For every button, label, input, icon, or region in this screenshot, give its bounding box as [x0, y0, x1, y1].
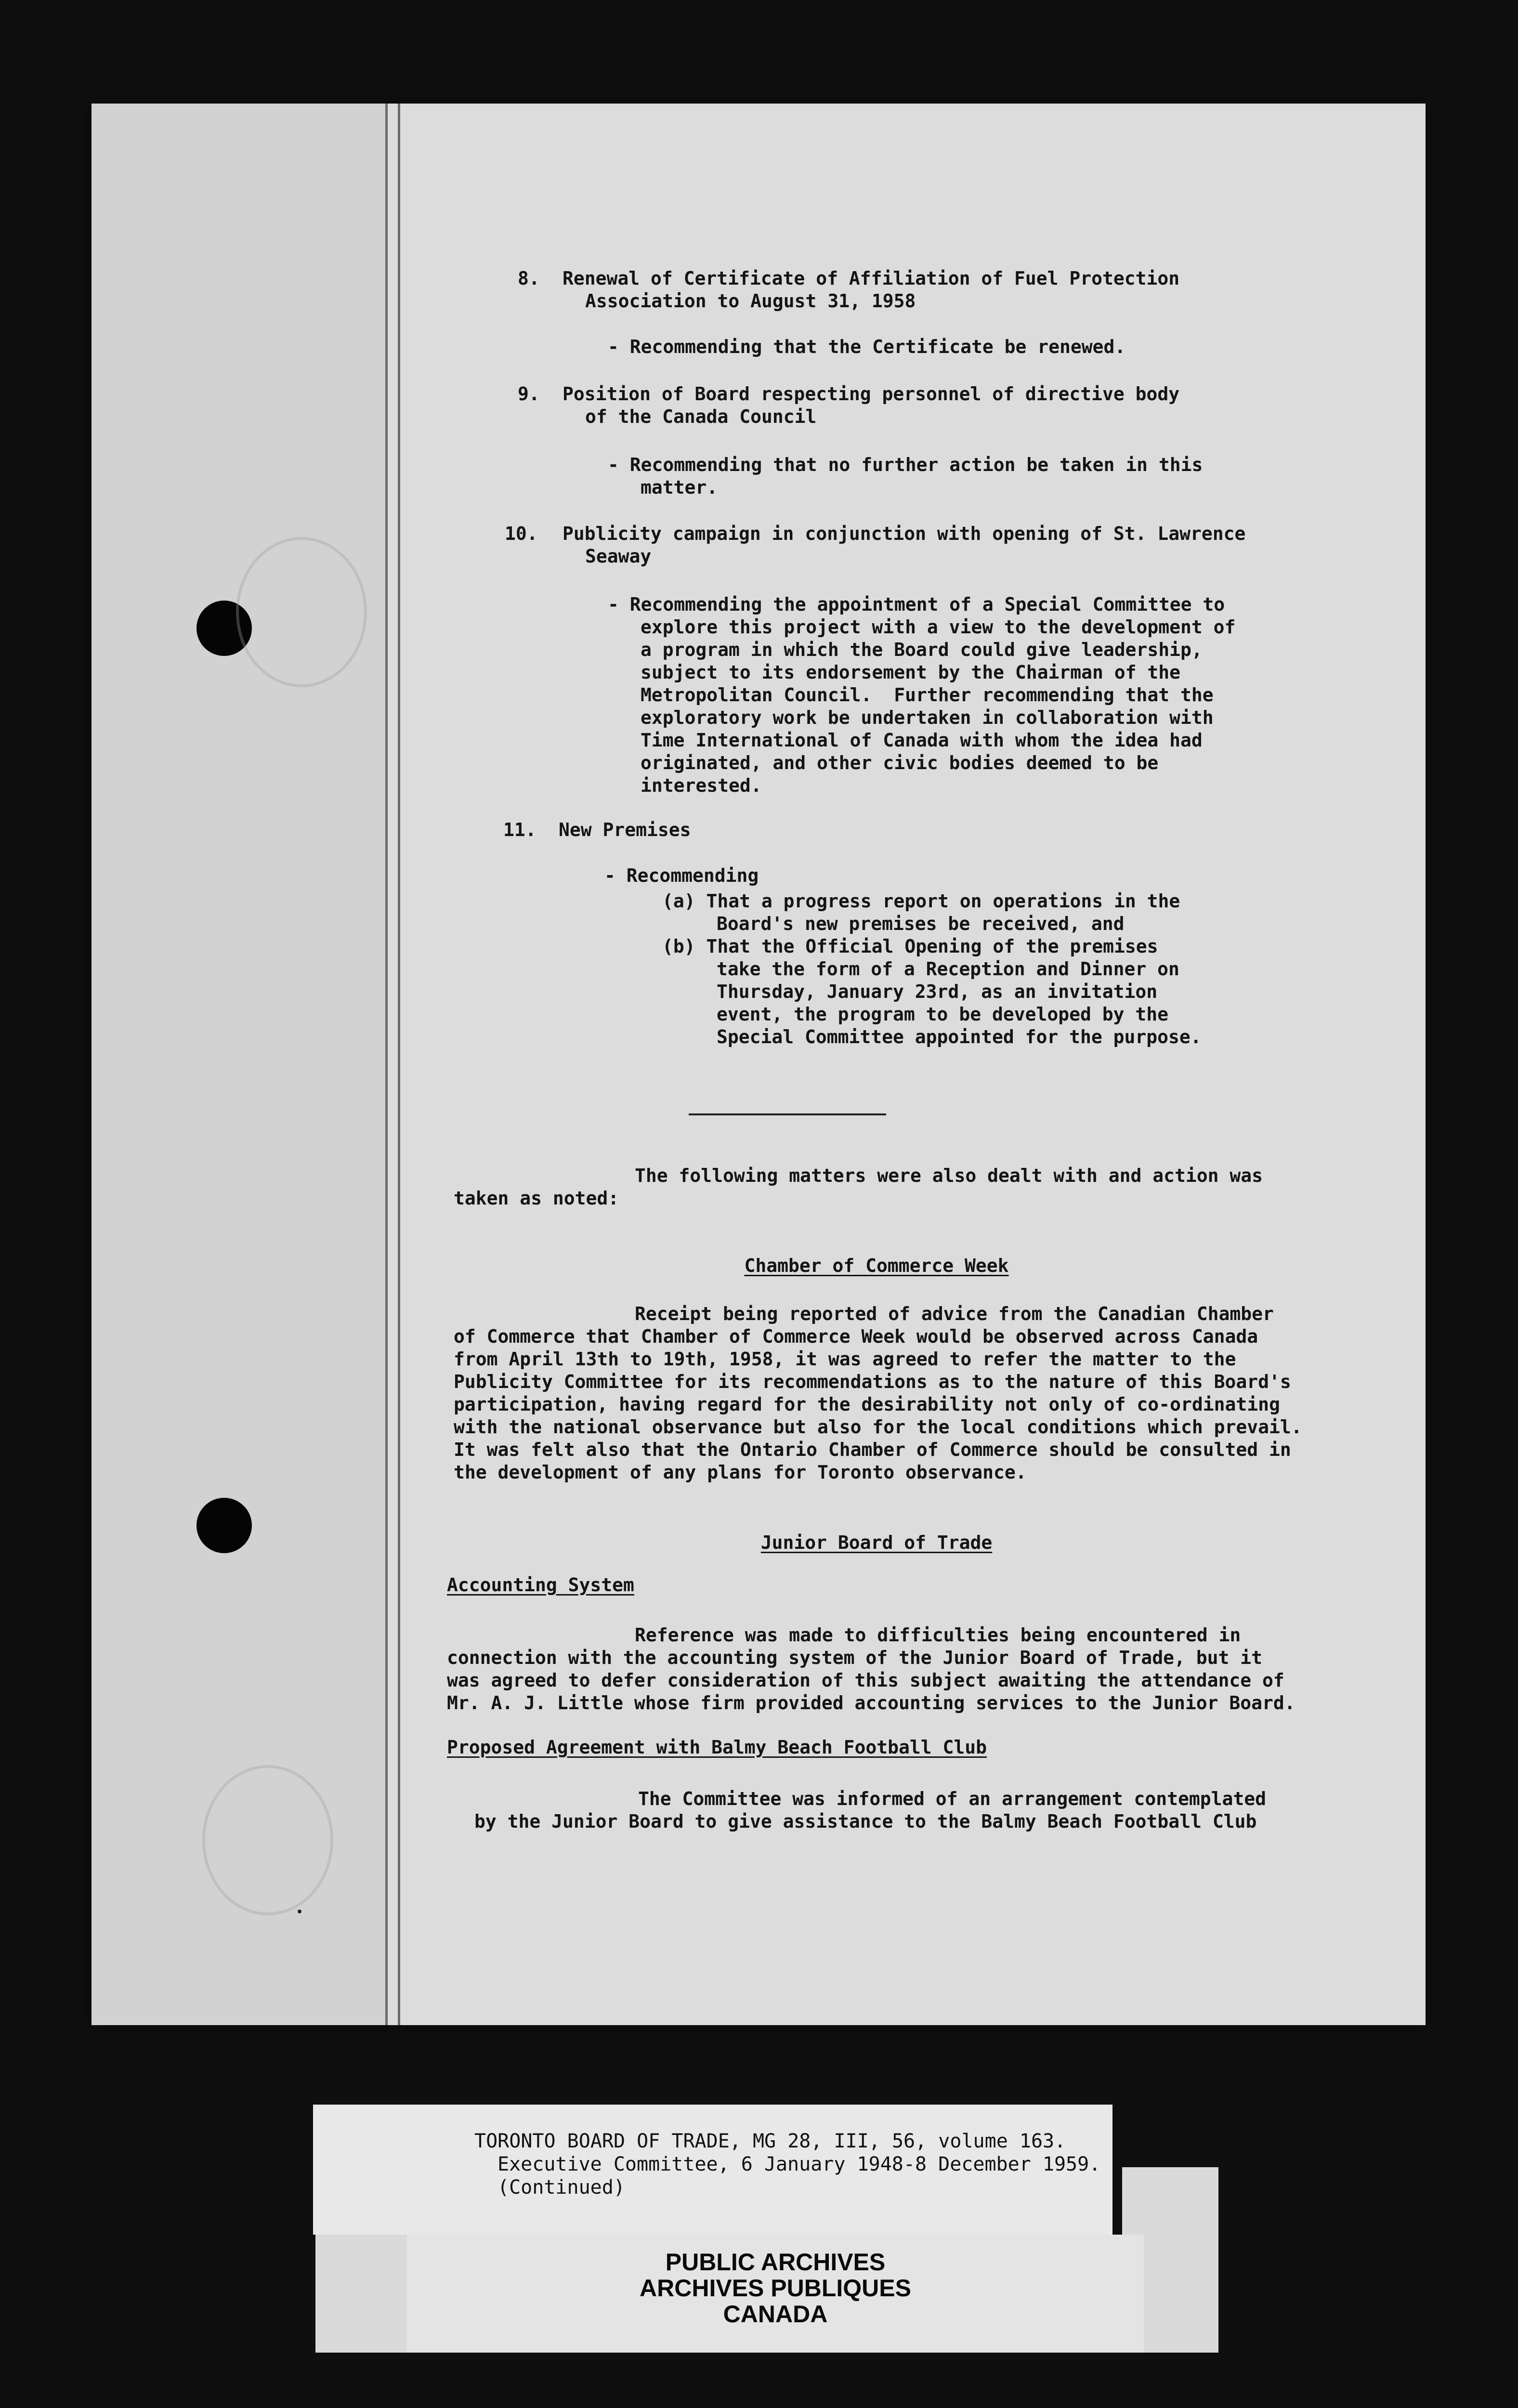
paragraph-line: from April 13th to 19th, 1958, it was agreed to refer the matter to the: [454, 1348, 1236, 1370]
item-title-line: Renewal of Certificate of Affiliation of Fuel Protection: [563, 268, 1180, 289]
recommendation-line: subject to its endorsement by the Chairman of the: [641, 662, 1181, 683]
item-number: 11.: [503, 819, 537, 840]
archive-stamp-line: CANADA: [723, 2301, 828, 2328]
recommendation-line: - Recommending that no further action be taken in this: [608, 454, 1203, 475]
paragraph-line: connection with the accounting system of the Junior Board of Trade, but it: [447, 1647, 1262, 1668]
archive-stamp: [530, 2249, 1021, 2327]
recommendation-line: Metropolitan Council. Further recommending that the: [641, 684, 1214, 706]
recommendation-line: originated, and other civic bodies deemed to be: [641, 752, 1159, 773]
item-number: 8.: [518, 268, 540, 289]
section-separator: [689, 1113, 886, 1115]
item-number: 10.: [505, 523, 538, 544]
subsection-heading: Proposed Agreement with Balmy Beach Football Club: [447, 1737, 987, 1758]
item-number: 9.: [518, 383, 540, 405]
sub-item-line: Special Committee appointed for the purpose.: [717, 1026, 1202, 1047]
sub-item-line: (b) That the Official Opening of the premises: [662, 936, 1158, 957]
paragraph-line: The Committee was informed of an arrangement contemplated: [638, 1788, 1267, 1809]
subsection-heading: Accounting System: [447, 1574, 634, 1596]
recommendation-line: - Recommending: [604, 865, 759, 886]
item-title-line: Position of Board respecting personnel of directive body: [563, 383, 1180, 405]
recommendation-line: interested.: [641, 775, 762, 796]
margin-rule: [385, 104, 388, 2025]
recommendation-line: - Recommending that the Certificate be renewed.: [608, 336, 1126, 357]
archive-stamp-line: ARCHIVES PUBLIQUES: [640, 2275, 911, 2302]
archive-label-line: TORONTO BOARD OF TRADE, MG 28, III, 56, volume 163.: [474, 2130, 1066, 2152]
item-title-line: Publicity campaign in conjunction with opening of St. Lawrence: [563, 523, 1246, 544]
paragraph-line: Mr. A. J. Little whose firm provided accounting services to the Junior Board.: [447, 1692, 1296, 1714]
archive-stamp-line: PUBLIC ARCHIVES: [665, 2249, 886, 2276]
archive-label-line: (Continued): [497, 2176, 625, 2199]
sub-item-line: Thursday, January 23rd, as an invitation: [717, 981, 1158, 1002]
intro-line: taken as noted:: [454, 1188, 619, 1209]
paragraph-line: was agreed to defer consideration of this subject awaiting the attendance of: [447, 1670, 1284, 1691]
recommendation-line: a program in which the Board could give leadership,: [641, 639, 1203, 660]
speck: [298, 1910, 301, 1913]
sub-item-line: take the form of a Reception and Dinner on: [717, 958, 1179, 980]
item-title-line: Association to August 31, 1958: [585, 290, 916, 312]
sub-item-line: (a) That a progress report on operations in the: [662, 890, 1180, 912]
paragraph-line: by the Junior Board to give assistance to the Balmy Beach Football Club: [474, 1811, 1257, 1832]
section-heading: Junior Board of Trade: [760, 1532, 993, 1553]
margin-rule: [398, 104, 400, 2025]
binding-margin: [92, 104, 385, 2025]
item-title-line: of the Canada Council: [585, 406, 817, 427]
recommendation-line: exploratory work be undertaken in collaboration with: [641, 707, 1214, 728]
paragraph-line: participation, having regard for the desirability not only of co-ordinating: [454, 1394, 1280, 1415]
recommendation-line: Time International of Canada with whom the idea had: [641, 730, 1203, 751]
item-title-line: Seaway: [585, 546, 652, 567]
intro-line: The following matters were also dealt with and action was: [635, 1165, 1263, 1186]
paragraph-line: of Commerce that Chamber of Commerce Week would be observed across Canada: [454, 1326, 1258, 1347]
recommendation-line: explore this project with a view to the development of: [641, 616, 1236, 638]
archive-reference-label: [474, 2130, 1139, 2199]
section-heading: Chamber of Commerce Week: [744, 1255, 1009, 1276]
punch-hole: [196, 1498, 252, 1553]
paragraph-line: Receipt being reported of advice from the Canadian Chamber: [635, 1303, 1274, 1324]
archive-label-line: Executive Committee, 6 January 1948-8 December 1959.: [497, 2153, 1101, 2175]
sub-item-line: event, the program to be developed by the: [717, 1004, 1168, 1025]
item-title-line: New Premises: [559, 819, 691, 840]
faded-stamp: [202, 1765, 333, 1915]
paragraph-line: Reference was made to difficulties being encountered in: [635, 1624, 1241, 1646]
recommendation-line: matter.: [641, 477, 718, 498]
faded-stamp: [236, 537, 367, 687]
paragraph-line: It was felt also that the Ontario Chamber of Commerce should be consulted in: [454, 1439, 1291, 1460]
sub-item-line: Board's new premises be received, and: [717, 913, 1125, 934]
paragraph-line: Publicity Committee for its recommendations as to the nature of this Board's: [454, 1371, 1291, 1392]
paragraph-line: the development of any plans for Toronto observance.: [454, 1462, 1027, 1483]
paragraph-line: with the national observance but also for the local conditions which prevail.: [454, 1416, 1302, 1438]
recommendation-line: - Recommending the appointment of a Special Committee to: [608, 594, 1225, 615]
